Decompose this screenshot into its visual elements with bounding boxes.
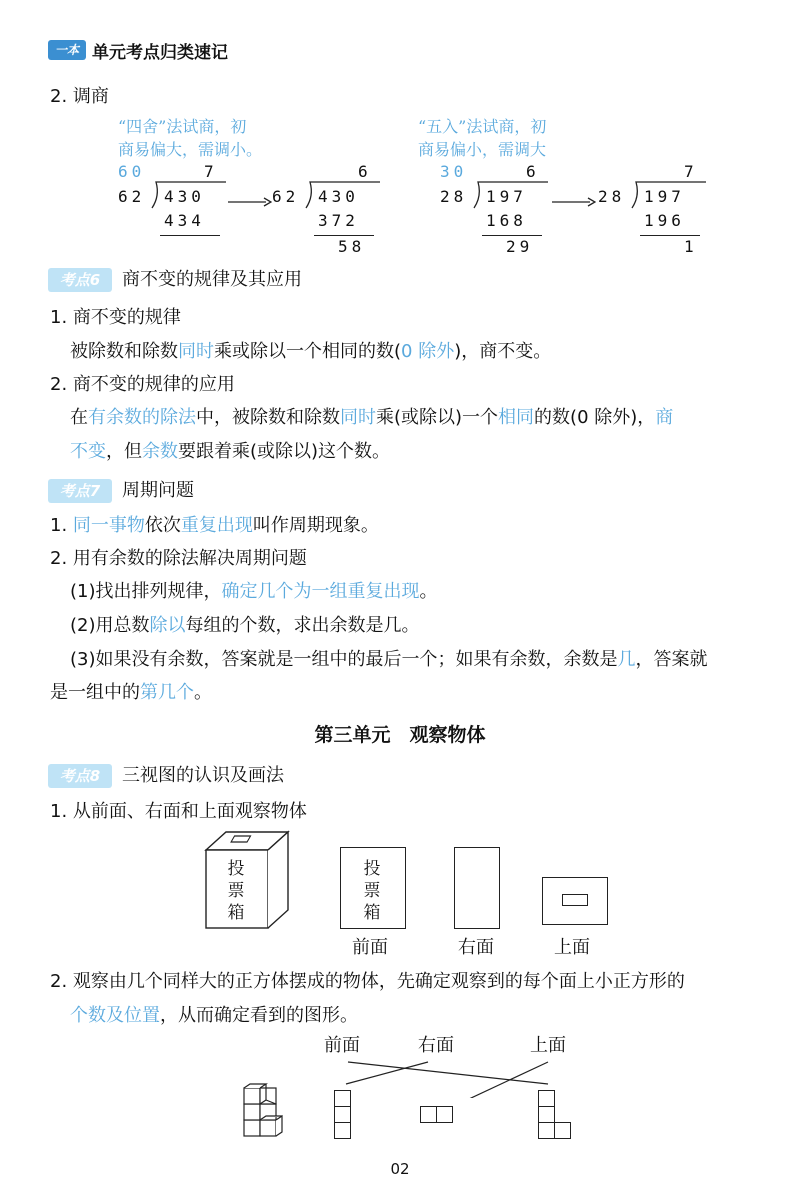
kp6-s2-h: 商 [655, 407, 674, 428]
trial-right-line1 [482, 235, 542, 236]
kp7-l1-e: 叫作周期现象。 [252, 515, 379, 536]
kp8-s2-line1: 2. 观察由几个同样大的正方体摆成的物体，先确定观察到的每个面上小正方形的 [50, 971, 685, 992]
kp7-l3-a: (1)找出排列规律， [70, 581, 222, 602]
kp7-line1 [50, 514, 379, 538]
ballot-char-1: 投 [227, 859, 245, 879]
front-char-1: 投 [363, 859, 381, 879]
ballot-box-3d [202, 830, 292, 930]
kp6-s2-k: 余数 [142, 441, 178, 462]
kp7-l5-a: (3)如果没有余数，答案就是一组中的最后一个；如果有余数，余数是 [70, 649, 618, 670]
view-label-top: 上面 [554, 937, 590, 958]
header-title: 单元考点归类速记 [92, 43, 228, 63]
kp7-l1-b: 同一事物 [72, 515, 145, 536]
kp7-line5 [70, 648, 708, 672]
kp7-l5-b: 几 [617, 649, 636, 670]
cube-stack-3d [240, 1082, 290, 1142]
kp7-l5-c: ，答案就 [635, 649, 708, 670]
match-right-cube-1 [420, 1106, 437, 1123]
kp7-line6 [50, 681, 212, 705]
kp6-s2-a: 在 [70, 407, 88, 428]
trial-right-line2 [640, 235, 700, 236]
match-right-cube-2 [436, 1106, 453, 1123]
kp6-s2-i: 不变 [70, 441, 106, 462]
kp6-s1-title: 1. 商不变的规律 [50, 307, 181, 328]
kp7-l1-a: 1. [50, 515, 73, 536]
kp6-s2-d: 同时 [340, 407, 376, 428]
kp7-l4-a: (2)用总数 [70, 615, 150, 636]
fig-label-front: 前面 [324, 1035, 360, 1056]
top-view-slot [562, 894, 588, 906]
trial-right-q2: 7 [684, 162, 698, 181]
trial-left-rem2: 58 [338, 237, 366, 256]
kp6-s2-j: ，但 [106, 441, 142, 462]
right-view-box [454, 847, 500, 929]
header-brand-badge: 一本 [48, 40, 86, 60]
trial-left-divisor2: 62 [272, 187, 300, 206]
kp7-l6-b: 第几个 [140, 682, 194, 703]
kp8-s2-line2 [70, 1004, 358, 1028]
kp8-s2-b: 个数及位置 [70, 1005, 160, 1026]
kp7-l6-a: 是一组中的 [50, 682, 140, 703]
kp7-l4-c: 每组的个数，求出余数是几。 [185, 615, 420, 636]
arrow-right-icon [552, 196, 596, 208]
match-top-cube-2 [538, 1106, 555, 1123]
kp7-line2: 2. 用有余数的除法解决周期问题 [50, 548, 307, 569]
kp7-l3-c: 。 [419, 581, 438, 602]
matching-lines [330, 1058, 560, 1098]
trial-left-line2 [314, 235, 374, 236]
view-label-front: 前面 [352, 937, 388, 958]
trial-right-rem1: 29 [506, 237, 534, 256]
fig-label-top: 上面 [530, 1035, 566, 1056]
trial-left-dividend1: 430 [164, 187, 205, 206]
front-char-2: 票 [363, 881, 381, 901]
view-label-right: 右面 [458, 937, 494, 958]
match-front-cube-2 [334, 1106, 351, 1123]
match-front-cube-1 [334, 1090, 351, 1107]
ballot-box-label [225, 858, 247, 924]
trial-right-dividend2: 197 [644, 187, 685, 206]
match-top-cube-1 [538, 1090, 555, 1107]
trial-right-divisor: 28 [440, 187, 468, 206]
kp7-l4-b: 除以 [149, 615, 186, 636]
kp8-title: 三视图的认识及画法 [122, 765, 284, 786]
kp8-s1: 1. 从前面、右面和上面观察物体 [50, 801, 307, 822]
trial-left-q1: 7 [204, 162, 218, 181]
kp7-line4 [70, 614, 420, 638]
trial-heading: 2. 调商 [50, 86, 109, 107]
ballot-char-3: 箱 [227, 903, 245, 923]
trial-left-note2: 商易偏大，需调小。 [118, 140, 263, 159]
ballot-char-2: 票 [227, 881, 245, 901]
trial-right-dividend1: 197 [486, 187, 527, 206]
unit3-title: 第三单元 观察物体 [314, 724, 486, 746]
kp6-title: 商不变的规律及其应用 [122, 269, 302, 290]
trial-left-dividend2: 430 [318, 187, 359, 206]
trial-left-note1: “四舍”法试商，初 [118, 117, 247, 136]
trial-right-q1: 6 [526, 162, 540, 181]
kp6-badge: 考点6 [48, 268, 112, 292]
kp6-s1-e: )，商不变。 [454, 341, 552, 362]
match-top-cube-3 [538, 1122, 555, 1139]
trial-right-rem2: 1 [684, 237, 698, 256]
trial-right-trial-quotient: 30 [440, 162, 468, 181]
kp6-s2-b: 有余数的除法 [88, 407, 196, 428]
match-front-cube-3 [334, 1122, 351, 1139]
match-top-cube-4 [554, 1122, 571, 1139]
trial-right-prod2: 196 [644, 211, 685, 230]
kp6-s2-line1 [70, 406, 673, 430]
kp7-title: 周期问题 [122, 480, 194, 501]
front-view-label [361, 858, 383, 924]
fig-label-right: 右面 [418, 1035, 454, 1056]
kp8-badge: 考点8 [48, 764, 112, 788]
kp6-s1-c: 乘或除以一个相同的数( [214, 341, 402, 362]
arrow-right-icon [228, 196, 272, 208]
page-number: 02 [390, 1160, 410, 1178]
kp7-badge: 考点7 [48, 479, 112, 503]
kp6-s1-d: 0 除外 [401, 341, 455, 362]
trial-left-prod1: 434 [164, 211, 205, 230]
kp6-s2-c: 中，被除数和除数 [196, 407, 340, 428]
kp7-line3 [70, 580, 438, 604]
kp7-l6-c: 。 [194, 682, 212, 703]
trial-left-divisor: 62 [118, 187, 146, 206]
trial-right-note1: “五入”法试商，初 [418, 117, 547, 136]
kp7-l3-b: 确定几个为一组重复出现 [221, 581, 420, 602]
trial-left-q2: 6 [358, 162, 372, 181]
kp6-s2-f: 相同 [498, 407, 535, 428]
kp6-s2-title: 2. 商不变的规律的应用 [50, 374, 235, 395]
kp6-s2-line2 [70, 440, 390, 464]
trial-left-line1 [160, 235, 220, 236]
kp6-s1-b: 同时 [178, 341, 214, 362]
kp7-l1-d: 重复出现 [180, 515, 253, 536]
kp6-s2-l: 要跟着乘(或除以)这个数。 [178, 441, 391, 462]
trial-left-trial-quotient: 60 [118, 162, 146, 181]
kp7-l1-c: 依次 [144, 515, 181, 536]
kp8-s2-c: ，从而确定看到的图形。 [160, 1005, 358, 1026]
trial-right-divisor2: 28 [598, 187, 626, 206]
trial-right-prod1: 168 [486, 211, 527, 230]
kp6-s1-a: 被除数和除数 [70, 341, 178, 362]
front-char-3: 箱 [363, 903, 381, 923]
trial-right-note2: 商易偏小，需调大 [418, 140, 547, 159]
kp6-s1-line [70, 340, 551, 364]
trial-left-prod2: 372 [318, 211, 359, 230]
kp6-s2-e: 乘(或除以)一个 [376, 407, 499, 428]
kp6-s2-g: 的数(0 除外)， [534, 407, 656, 428]
